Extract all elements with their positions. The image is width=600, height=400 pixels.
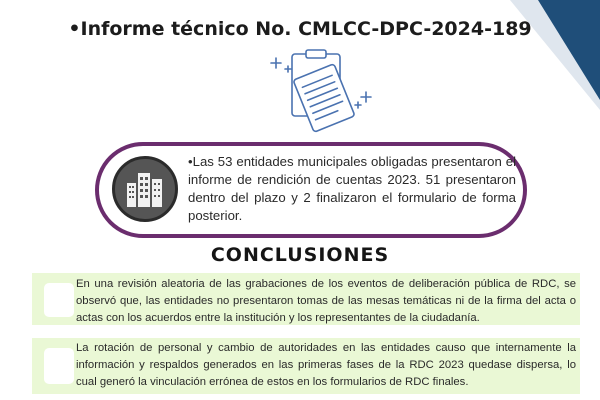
conclusion-text: En una revisión aleatoria de las grabaciones de los eventos de deliberación pública de RDC, se observó que, las entidades no presentaron tomas de las mesas temáticas ni de la firma del acta o actas con los acuerdos entre la institución y los representantes de la ciudadanía.: [76, 278, 576, 324]
buildings-icon: [112, 156, 178, 222]
conclusions-heading: CONCLUSIONES: [210, 244, 390, 266]
report-title: •Informe técnico No. CMLCC-DPC-2024-189: [68, 18, 532, 40]
corner-decoration: [510, 0, 600, 110]
clipboard-documents-icon: [262, 48, 382, 134]
bullet-tab: [44, 283, 74, 317]
summary-text: •Las 53 entidades municipales obligadas presentaron el informe de rendición de cuentas 2023. 51 presentaron dentro del plazo y 2 finalizaron el formulario de forma posterior.: [188, 154, 516, 223]
bullet-tab: [44, 348, 74, 384]
conclusion-text: La rotación de personal y cambio de autoridades en las entidades causo que internamente la información y respaldos generados en las primeras fases de la RDC 2023 quedase dispersa, lo cual generó la vinculación errónea de estos en los formularios de RDC finales.: [76, 342, 576, 388]
